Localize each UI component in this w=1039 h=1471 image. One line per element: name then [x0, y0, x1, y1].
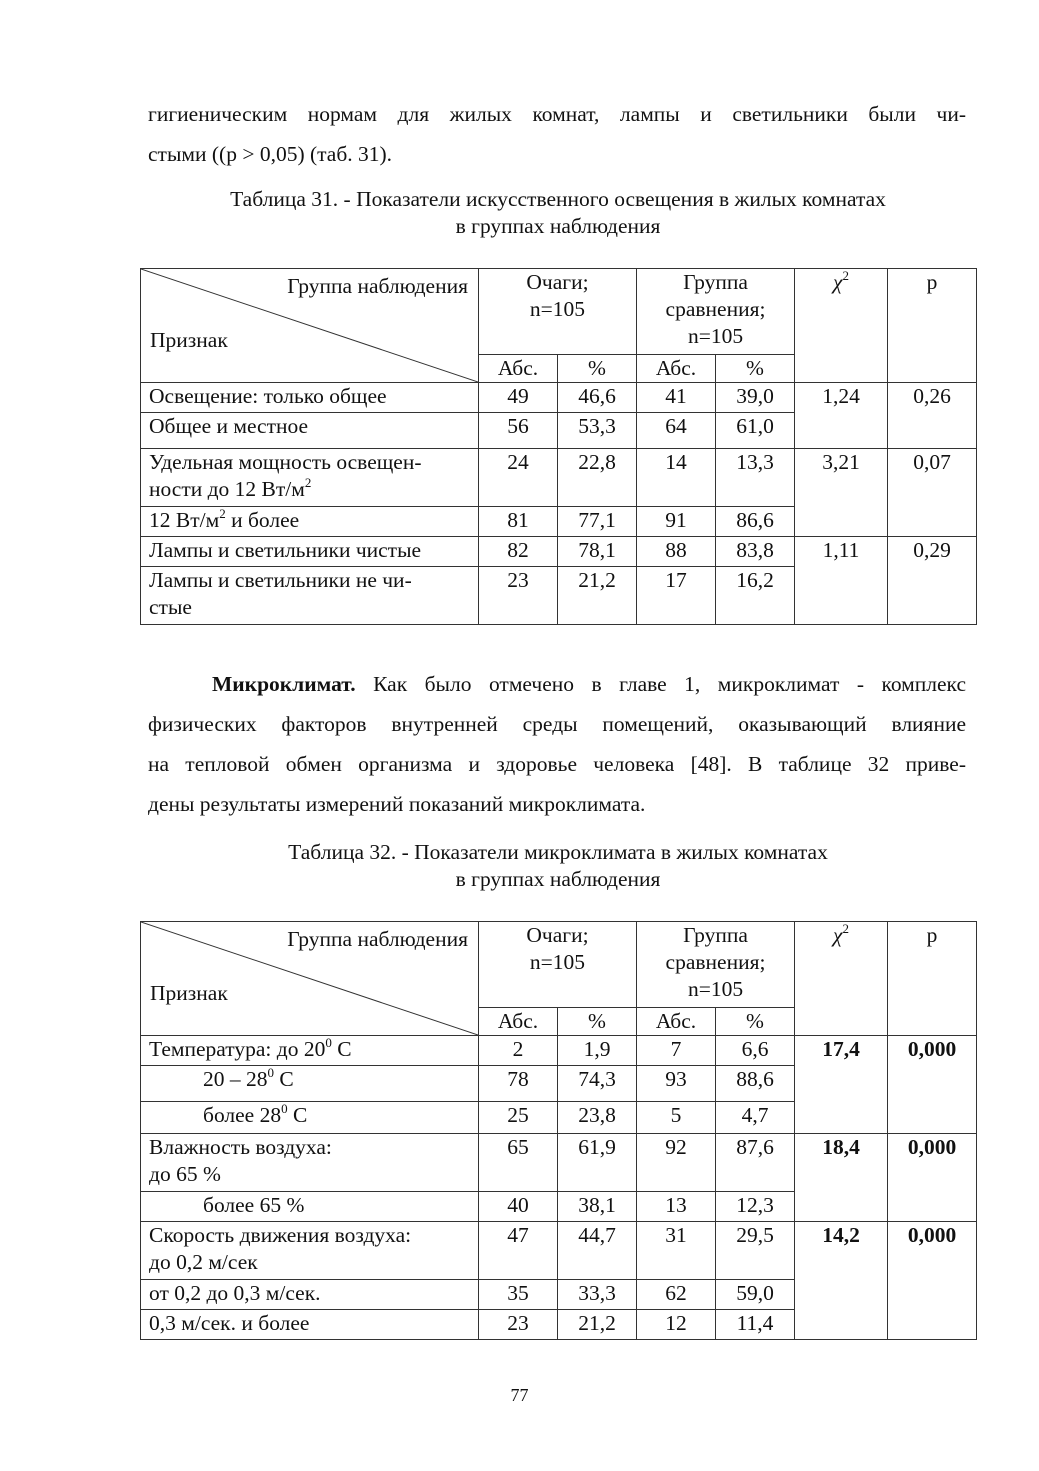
cell-pct: 21,2: [558, 567, 637, 625]
cell-pct: 87,6: [716, 1134, 795, 1192]
row-label: от 0,2 до 0,3 м/сек.: [141, 1280, 479, 1310]
cell-pct: 39,0: [716, 383, 795, 413]
cell-pct: 13,3: [716, 449, 795, 507]
foci-line-2: n=105: [529, 950, 586, 974]
table31-group-label: Группа наблюдения: [287, 274, 468, 298]
row-label-line-1: Скорость движения воздуха:: [149, 1223, 412, 1247]
cell-chi: 1,11: [795, 537, 888, 625]
cell-pct: 83,8: [716, 537, 795, 567]
microclimate-paragraph: [148, 664, 966, 824]
foci-line-2: n=105: [529, 297, 586, 321]
cmp-line-1: Группа: [683, 923, 748, 947]
cell-pct: 88,6: [716, 1066, 795, 1102]
label-sup: 0: [267, 1065, 274, 1080]
abs-header: Абс.: [479, 355, 558, 383]
label-sup: 0: [281, 1101, 288, 1116]
cell-pct: 22,8: [558, 449, 637, 507]
cell-abs: 64: [637, 413, 716, 449]
row-label-line-2: до 0,2 м/сек: [149, 1250, 258, 1274]
cell-pct: 53,3: [558, 413, 637, 449]
table32-foci-header: [479, 922, 637, 1008]
cell-abs: 13: [637, 1192, 716, 1222]
row-label-line-2: [149, 476, 470, 503]
abs-header: Абс.: [637, 1008, 716, 1036]
microclimate-heading: Микроклимат.: [212, 672, 356, 696]
pct-header: %: [558, 355, 637, 383]
label-text: С: [287, 1103, 308, 1127]
label-text: ности до 12 Вт/м: [149, 477, 305, 501]
cell-pct: 61,9: [558, 1134, 637, 1192]
cell-abs: 92: [637, 1134, 716, 1192]
cell-abs: 2: [479, 1036, 558, 1066]
cell-pct: 86,6: [716, 507, 795, 537]
cell-pct: 38,1: [558, 1192, 637, 1222]
label-sup: 0: [325, 1035, 332, 1050]
pct-header: %: [716, 1008, 795, 1036]
label-text: С: [331, 1037, 352, 1061]
microclimate-line-3: на тепловой обмен организма и здоровье человека [48]. В таблице 32 приве-: [148, 752, 966, 776]
label-text: 12 Вт/м: [149, 508, 220, 532]
table32-sign-label: Признак: [150, 981, 228, 1005]
intro-paragraph: [148, 94, 966, 174]
cmp-line-1: Группа: [683, 270, 748, 294]
chi-symbol: χ: [833, 270, 843, 294]
microclimate-line-1: [148, 664, 966, 704]
row-label: [141, 449, 479, 507]
row-label: более 65 %: [141, 1192, 479, 1222]
chi-sup: 2: [842, 921, 849, 936]
row-label: [141, 1102, 479, 1134]
row-label: Лампы и светильники чистые: [141, 537, 479, 567]
cell-abs: 31: [637, 1222, 716, 1280]
cell-pct: 23,8: [558, 1102, 637, 1134]
table-row: [141, 1134, 977, 1192]
table32-diagonal-header: [141, 922, 479, 1036]
microclimate-line-2: физических факторов внутренней среды помещений, оказывающий влияние: [148, 712, 966, 736]
table32: [140, 921, 977, 1340]
cell-p: 0,29: [888, 537, 977, 625]
cell-pct: 21,2: [558, 1310, 637, 1340]
table31-caption: [140, 186, 976, 240]
row-label: Освещение: только общее: [141, 383, 479, 413]
cell-pct: 77,1: [558, 507, 637, 537]
table-row: [141, 449, 977, 507]
cell-p: 0,26: [888, 383, 977, 449]
label-sup: 2: [219, 506, 226, 521]
cell-p: 0,000: [888, 1222, 977, 1340]
table32-group-label: Группа наблюдения: [287, 927, 468, 951]
cell-pct: 61,0: [716, 413, 795, 449]
row-label: Общее и местное: [141, 413, 479, 449]
cell-abs: 12: [637, 1310, 716, 1340]
cell-pct: 33,3: [558, 1280, 637, 1310]
table-row: [141, 1222, 977, 1280]
table-row: [141, 537, 977, 567]
cell-abs: 47: [479, 1222, 558, 1280]
table31: [140, 268, 977, 625]
row-label-line-2: стые: [149, 595, 192, 619]
cell-abs: 25: [479, 1102, 558, 1134]
cell-abs: 81: [479, 507, 558, 537]
cmp-line-2: сравнения;: [665, 297, 766, 321]
cell-abs: 23: [479, 567, 558, 625]
cell-pct: 29,5: [716, 1222, 795, 1280]
cell-pct: 44,7: [558, 1222, 637, 1280]
intro-line-2: стыми ((p > 0,05) (таб. 31).: [148, 142, 393, 166]
cmp-line-2: сравнения;: [665, 950, 766, 974]
label-text: и более: [225, 508, 300, 532]
table31-chi-header: [795, 269, 888, 383]
cell-pct: 46,6: [558, 383, 637, 413]
table31-diagonal-header: [141, 269, 479, 383]
cell-abs: 35: [479, 1280, 558, 1310]
table-row: [141, 383, 977, 413]
cell-abs: 17: [637, 567, 716, 625]
table32-caption: [140, 839, 976, 893]
cell-p: 0,000: [888, 1134, 977, 1222]
cell-abs: 49: [479, 383, 558, 413]
table31-caption-line-2: в группах наблюдения: [455, 214, 661, 238]
cmp-line-3: n=105: [687, 977, 744, 1001]
row-label: [141, 1036, 479, 1066]
foci-line-1: Очаги;: [526, 270, 589, 294]
cell-pct: 74,3: [558, 1066, 637, 1102]
cell-abs: 56: [479, 413, 558, 449]
table31-sign-label: Признак: [150, 328, 228, 352]
cell-pct: 59,0: [716, 1280, 795, 1310]
cell-abs: 65: [479, 1134, 558, 1192]
cell-pct: 16,2: [716, 567, 795, 625]
cell-abs: 82: [479, 537, 558, 567]
label-text: 20 – 28: [203, 1067, 268, 1091]
label-text: более 28: [203, 1103, 282, 1127]
row-label: [141, 1222, 479, 1280]
microclimate-line-1-text: Как было отмечено в главе 1, микроклимат - комплекс: [355, 672, 966, 696]
microclimate-line-4: дены результаты измерений показаний микроклимата.: [148, 792, 646, 816]
cell-abs: 5: [637, 1102, 716, 1134]
cell-pct: 78,1: [558, 537, 637, 567]
table32-p-header: p: [888, 922, 977, 1036]
cmp-line-3: n=105: [687, 324, 744, 348]
label-sup: 2: [304, 475, 312, 490]
table31-foci-header: [479, 269, 637, 355]
cell-abs: 40: [479, 1192, 558, 1222]
chi-symbol: χ: [833, 923, 843, 947]
table31-p-header: p: [888, 269, 977, 383]
row-label: [141, 1066, 479, 1102]
intro-line-1: гигиеническим нормам для жилых комнат, лампы и светильники были чи-: [148, 102, 966, 126]
pct-header: %: [558, 1008, 637, 1036]
cell-abs: 78: [479, 1066, 558, 1102]
cell-pct: 6,6: [716, 1036, 795, 1066]
label-text: Температура: до 20: [149, 1037, 326, 1061]
cell-abs: 88: [637, 537, 716, 567]
cell-abs: 93: [637, 1066, 716, 1102]
cell-p: 0,000: [888, 1036, 977, 1134]
cell-pct: 1,9: [558, 1036, 637, 1066]
cell-chi: 17,4: [795, 1036, 888, 1134]
cell-pct: 4,7: [716, 1102, 795, 1134]
table32-caption-line-1: Таблица 32. - Показатели микроклимата в жилых комнатах: [288, 840, 828, 864]
row-label-line-1: Влажность воздуха:: [149, 1135, 332, 1159]
table32-chi-header: [795, 922, 888, 1036]
abs-header: Абс.: [479, 1008, 558, 1036]
row-label-line-2: до 65 %: [149, 1162, 221, 1186]
table32-comparison-header: [637, 922, 795, 1008]
cell-abs: 14: [637, 449, 716, 507]
foci-line-1: Очаги;: [526, 923, 589, 947]
table31-caption-line-1: Таблица 31. - Показатели искусственного освещения в жилых комнатах: [230, 187, 886, 211]
cell-abs: 24: [479, 449, 558, 507]
row-label-line-1: Удельная мощность освещен-: [149, 450, 422, 474]
cell-p: 0,07: [888, 449, 977, 537]
cell-chi: 18,4: [795, 1134, 888, 1222]
table32-caption-line-2: в группах наблюдения: [455, 867, 661, 891]
row-label: 0,3 м/сек. и более: [141, 1310, 479, 1340]
cell-abs: 62: [637, 1280, 716, 1310]
row-label-line-1: Лампы и светильники не чи-: [149, 568, 412, 592]
table31-comparison-header: [637, 269, 795, 355]
label-text: С: [274, 1067, 294, 1091]
cell-chi: 14,2: [795, 1222, 888, 1340]
cell-abs: 23: [479, 1310, 558, 1340]
row-label: [141, 1134, 479, 1192]
cell-abs: 41: [637, 383, 716, 413]
page-number: 77: [510, 1385, 529, 1405]
abs-header: Абс.: [637, 355, 716, 383]
row-label: [141, 507, 479, 537]
cell-pct: 12,3: [716, 1192, 795, 1222]
chi-sup: 2: [842, 268, 849, 283]
cell-chi: 1,24: [795, 383, 888, 449]
cell-chi: 3,21: [795, 449, 888, 537]
cell-abs: 7: [637, 1036, 716, 1066]
cell-pct: 11,4: [716, 1310, 795, 1340]
pct-header: %: [716, 355, 795, 383]
row-label: [141, 567, 479, 625]
table-row: [141, 1036, 977, 1066]
cell-abs: 91: [637, 507, 716, 537]
